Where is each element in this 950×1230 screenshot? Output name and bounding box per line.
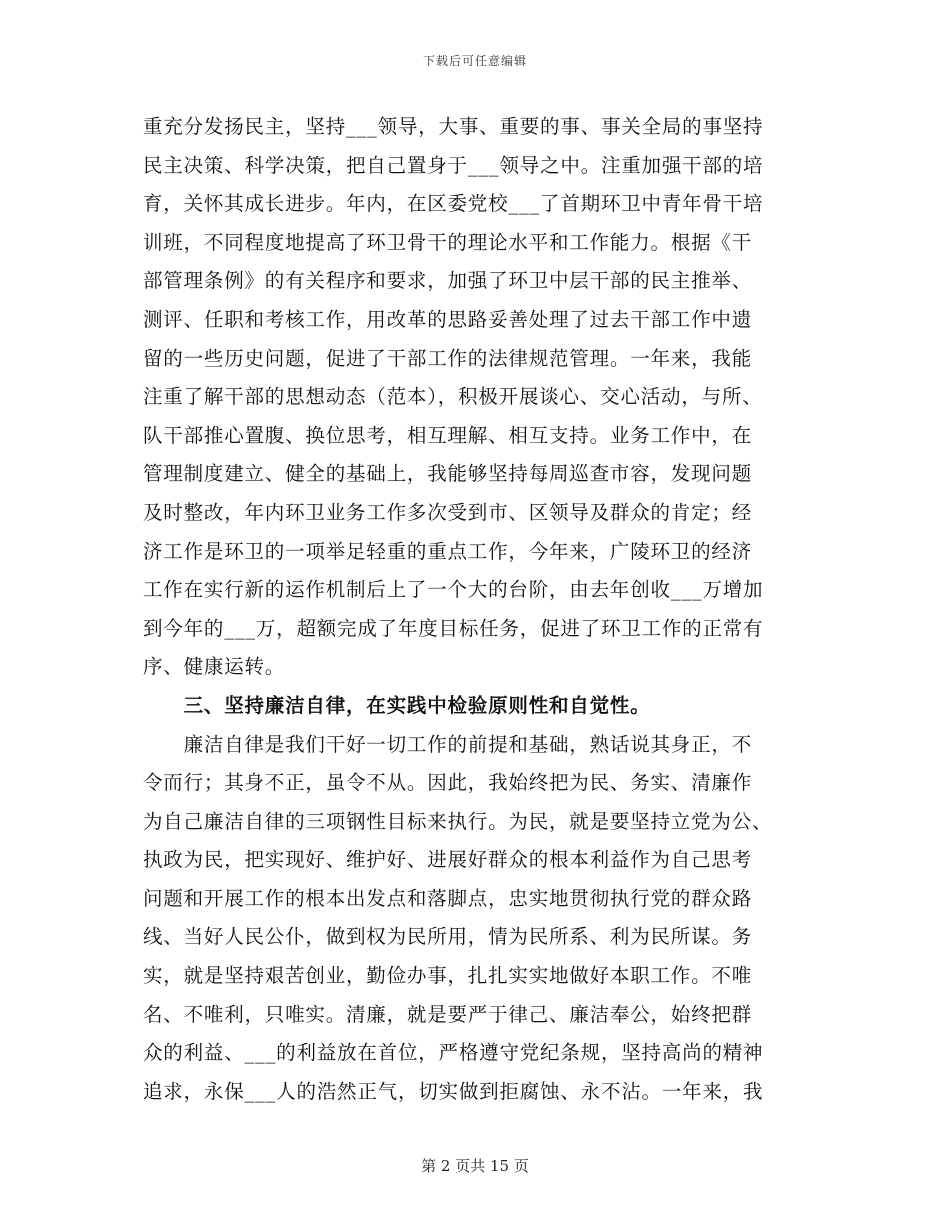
text-line: 部管理条例》的有关程序和要求，加强了环卫中层干部的民主推举、 (143, 269, 753, 293)
text-line: 到今年的___万，超额完成了年度目标任务，促进了环卫工作的正常有 (143, 616, 764, 640)
text-line: 测评、任职和考核工作，用改革的思路妥善处理了过去干部工作中遗 (143, 307, 753, 331)
text-line: 廉洁自律是我们干好一切工作的前提和基础，熟话说其身正，不 (143, 732, 753, 756)
text-line: 重充分发扬民主，坚持___领导，大事、重要的事、事关全局的事坚持 (143, 115, 764, 138)
text-line: 民主决策、科学决策，把自己置身于___领导之中。注重加强干部的培 (143, 153, 764, 177)
page-header: 下载后可任意编辑 (422, 54, 527, 68)
text-line: 为自己廉洁自律的三项钢性目标来执行。为民，就是要坚持立党为公、 (143, 809, 773, 833)
text-line: 工作在实行新的运作机制后上了一个大的台阶，由去年创收___万增加 (143, 578, 764, 602)
page-footer: 第 2 页共 15 页 (421, 1157, 529, 1175)
text-line: 众的利益、___的利益放在首位，严格遵守党纪条规，坚持高尚的精神 (143, 1041, 764, 1065)
text-line: 队干部推心置腹、换位思考，相互理解、相互支持。业务工作中，在 (143, 423, 753, 447)
text-line: 名、不唯利，只唯实。清廉，就是要严于律己、廉洁奉公，始终把群 (143, 1002, 753, 1026)
text-line: 济工作是环卫的一项举足轻重的重点工作，今年来，广陵环卫的经济 (143, 539, 753, 563)
text-line: 令而行；其身不正，虽令不从。因此，我始终把为民、务实、清廉作 (143, 771, 753, 795)
text-line: 留的一些历史问题，促进了干部工作的法律规范管理。一年来，我能 (143, 346, 753, 370)
section-heading: 三、坚持廉洁自律，在实践中检验原则性和自觉性。 (143, 693, 651, 717)
document-body (143, 108, 809, 1111)
text-line: 追求，永保___人的浩然正气，切实做到拒腐蚀、永不沾。一年来，我 (143, 1079, 764, 1103)
text-line: 注重了解干部的思想动态（范本），积极开展谈心、交心活动，与所、 (143, 385, 763, 409)
text-line: 执政为民，把实现好、维护好、进展好群众的根本利益作为自己思考 (143, 848, 753, 872)
text-line: 序、健康运转。 (143, 655, 286, 679)
text-line: 问题和开展工作的根本出发点和落脚点，忠实地贯彻执行党的群众路 (143, 886, 753, 910)
text-line: 实，就是坚持艰苦创业，勤俭办事，扎扎实实地做好本职工作。不唯 (143, 964, 753, 988)
text-line: 育，关怀其成长进步。年内，在区委党校___了首期环卫中青年骨干培 (143, 192, 764, 216)
text-line: 管理制度建立、健全的基础上，我能够坚持每周巡查市容，发现问题 (143, 462, 753, 486)
text-line: 训班，不同程度地提高了环卫骨干的理论水平和工作能力。根据《干 (143, 230, 753, 254)
text-line: 线、当好人民公仆，做到权为民所用，情为民所系、利为民所谋。务 (143, 925, 753, 949)
text-line: 及时整改，年内环卫业务工作多次受到市、区领导及群众的肯定；经 (143, 500, 753, 524)
